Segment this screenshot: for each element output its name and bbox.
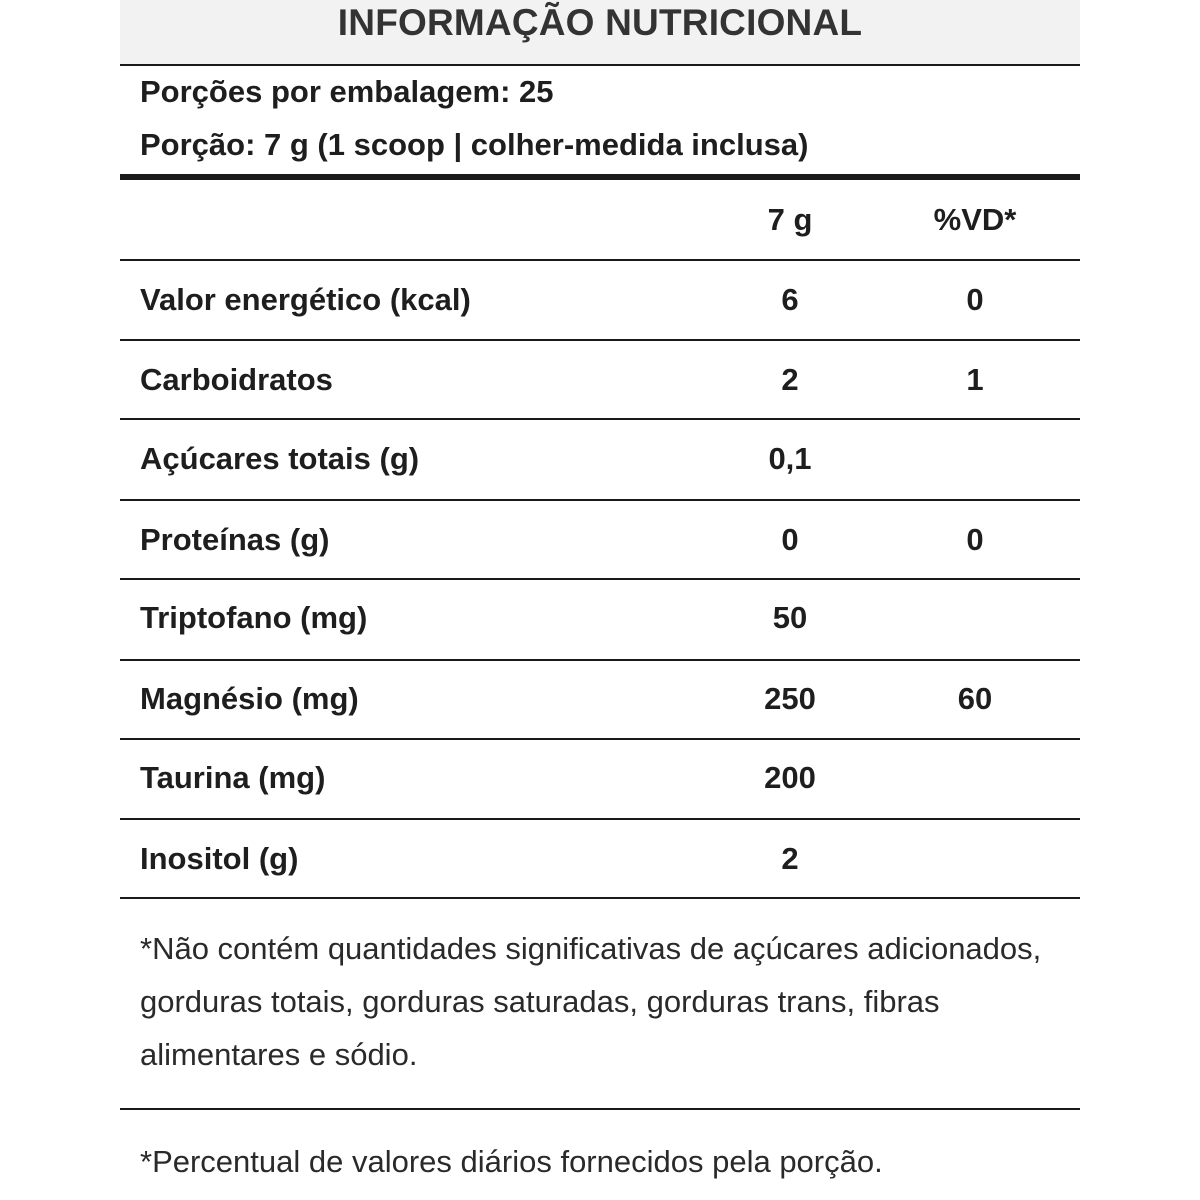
divider [120,339,1080,341]
nutrient-name: Açúcares totais (g) [140,441,420,476]
nutrient-name: Carboidratos [140,362,333,397]
divider [120,259,1080,261]
divider [120,499,1080,501]
divider [120,1108,1080,1110]
footnote-not-significant: *Não contém quantidades significativas de açúcares adicionados, gorduras totais, gorduras saturadas, gorduras trans, fibras alimentares e sódio. [140,931,1042,1072]
footnote-daily-values: *Percentual de valores diários fornecidos pela porção. [140,1144,883,1179]
nutrient-daily-value: 0 [966,522,984,557]
label-title: INFORMAÇÃO NUTRICIONAL [120,0,1080,64]
column-header-amount: 7 g [767,202,813,237]
nutrient-name: Valor energético (kcal) [140,282,471,317]
divider [120,578,1080,580]
nutrient-name: Inositol (g) [140,841,299,876]
divider [120,738,1080,740]
divider [120,418,1080,420]
nutrient-amount: 6 [781,282,799,317]
nutrient-daily-value: 60 [957,681,993,716]
nutrient-amount: 2 [781,362,799,397]
nutrient-amount: 200 [764,760,816,795]
nutrient-daily-value: 0 [966,282,984,317]
nutrient-name: Triptofano (mg) [140,600,368,635]
nutrient-amount: 0,1 [768,441,812,476]
divider [120,64,1080,66]
nutrient-amount: 250 [764,681,816,716]
nutrient-amount: 50 [772,600,808,635]
divider [120,818,1080,820]
servings-per-package: Porções por embalagem: 25 [140,74,554,109]
divider [120,659,1080,661]
nutrient-daily-value: 1 [966,362,984,397]
nutrient-name: Magnésio (mg) [140,681,359,716]
nutrition-facts-label [120,0,1080,1200]
nutrient-amount: 0 [781,522,799,557]
nutrient-name: Proteínas (g) [140,522,330,557]
column-header-daily-value: %VD* [933,202,1017,237]
thick-divider [120,174,1080,180]
nutrient-amount: 2 [781,841,799,876]
divider [120,897,1080,899]
serving-size: Porção: 7 g (1 scoop | colher-medida inclusa) [140,127,809,162]
nutrient-name: Taurina (mg) [140,760,326,795]
